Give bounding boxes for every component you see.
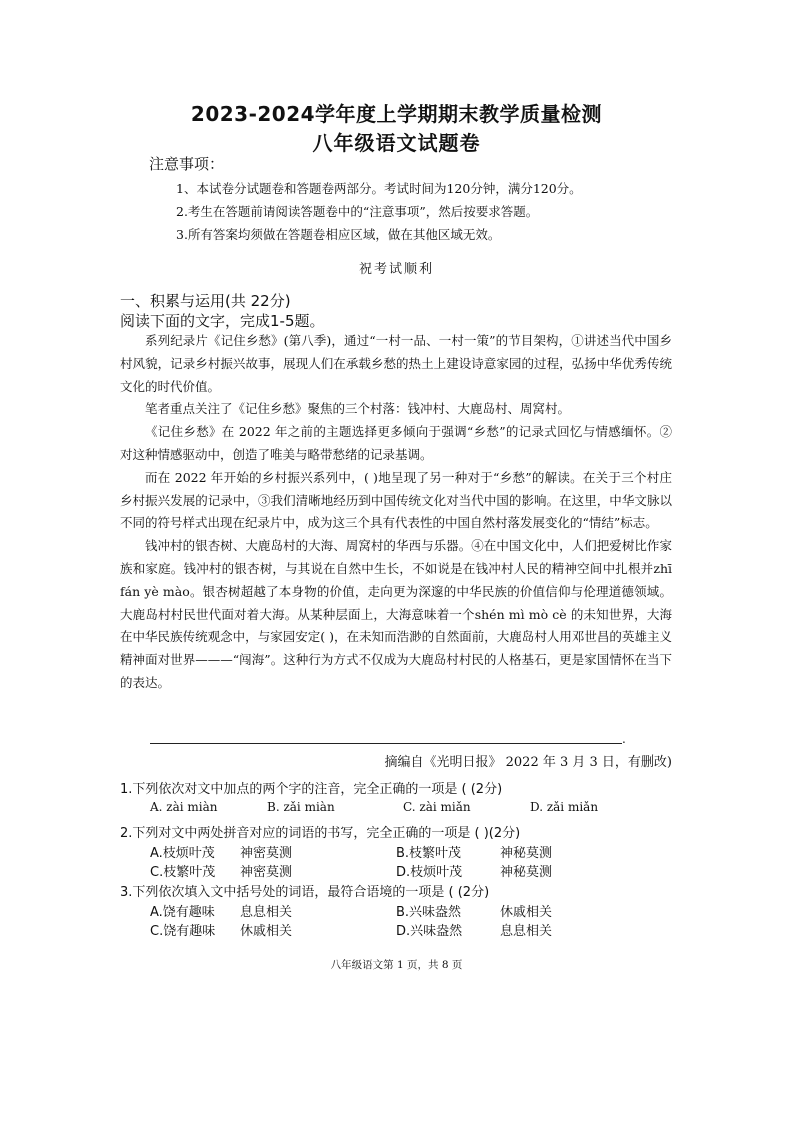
notice-item-2: 2.考生在答题前请阅读答题卷中的“注意事项”，然后按要求答题。 [176, 204, 539, 219]
question-3-stem: 3.下列依次填入文中括号处的词语，最符合语境的一项是 ( (2分) [120, 885, 490, 900]
exam-title: 2023-2024学年度上学期期末教学质量检测 [190, 102, 603, 126]
question-1-option-b: B. zǎi miàn [267, 800, 335, 814]
question-2-option-b-word1: B.枝繁叶茂 [396, 846, 462, 861]
question-2-option-a-word1: A.枝烦叶茂 [150, 846, 215, 861]
passage-paragraph-4: 而在 2022 年开始的乡村振兴系列中，( )地呈现了另一种对于“乡愁”的解读。在关于三个村庄乡村振兴发展的记录中，③我们清晰地经历到中国传统文化对当代中国的影响。在这里，中华文脉以不同的符号样式出现在纪录片中，成为这三个具有代表性的中国自然村落发展变化的“情结”标志。 [120, 469, 672, 531]
question-1-option-a: A. zài miàn [150, 800, 218, 814]
reading-passage [120, 330, 672, 695]
good-luck-text: 祝考试顺利 [358, 262, 434, 277]
question-1-option-c: C. zài miǎn [403, 800, 471, 814]
question-2-option-b-word2: 神秘莫测 [500, 846, 553, 861]
page-footer: 八年级语文第 1 页，共 8 页 [330, 959, 463, 971]
question-3-option-d-word1: D.兴味盎然 [396, 924, 463, 939]
question-3-option-a-word2: 息息相关 [240, 905, 293, 920]
notice-heading: 注意事项： [149, 155, 225, 173]
question-3-option-d-word2: 息息相关 [500, 924, 553, 939]
passage-paragraph-5: 钱冲村的银杏树、大鹿岛村的大海、周窝村的华西与乐器。④在中国文化中，人们把爱树比作家族和家庭。钱冲村的银杏树，与其说在自然中生长，不如说是在钱冲村人民的精神空间中扎根并zhī fán yè mào。银杏树超越了本身物的价值，走向更为深邃的中华民族的价值信仰与伦理道德领域。大鹿岛村村民世代面对着大海。从某种层面上，大海意味着一个shén mì mò cè 的未知世界，大海在中华民族传统观念中，与家园安定( )，在未知而浩渺的自然面前，大鹿岛村人用邓世昌的英雄主义精神面对世界———“闯海”。这种行为方式不仅成为大鹿岛村村民的人格基石，更是家国情怀在当下的表达。 [120, 538, 672, 690]
passage-paragraph-2: 笔者重点关注了《记住乡愁》聚焦的三个村落：钱冲村、大鹿岛村、周窝村。 [145, 401, 571, 417]
question-3-option-c-word2: 休戚相关 [240, 924, 293, 939]
notice-item-1: 1、本试卷分试题卷和答题卷两部分。考试时间为120分钟，满分120分。 [176, 181, 582, 196]
section-heading: 一、积累与运用(共 22分) [120, 292, 291, 310]
question-2-option-a-word2: 神密莫测 [240, 846, 293, 861]
section-instruction: 阅读下面的文字，完成1-5题。 [120, 312, 325, 330]
question-1-option-d: D. zǎi miǎn [530, 800, 599, 814]
question-3-option-b-word2: 休戚相关 [500, 905, 553, 920]
question-2-option-c-word1: C.枝繁叶茂 [150, 865, 216, 880]
question-2-option-d-word2: 神秘莫测 [500, 865, 553, 880]
divider-dot: . [622, 732, 626, 746]
exam-subtitle: 八年级语文试题卷 [312, 131, 481, 155]
question-2-stem: 2.下列对文中两处拼音对应的词语的书写，完全正确的一项是 ( )(2分) [120, 826, 521, 841]
source-divider [150, 743, 622, 744]
passage-paragraph-1: 系列纪录片《记住乡愁》(第八季)，通过“一村一品、一村一策”的节目架构，①讲述当代中国乡村风貌，记录乡村振兴故事，展现人们在承载乡愁的热土上建设诗意家园的过程，弘扬中华优秀传统文化的时代价值。 [120, 333, 672, 394]
question-3-option-c-word1: C.饶有趣味 [150, 924, 216, 939]
question-1-stem: 1.下列依次对文中加点的两个字的注音，完全正确的一项是 ( (2分) [120, 782, 503, 797]
passage-paragraph-3: 《记住乡愁》在 2022 年之前的主题选择更多倾向于强调“乡愁”的记录式回忆与情感缅怀。②对这种情感驱动中，创造了唯美与略带愁绪的记录基调。 [120, 424, 672, 462]
question-3-option-a-word1: A.饶有趣味 [150, 905, 215, 920]
notice-item-3: 3.所有答案均须做在答题卷相应区域，做在其他区域无效。 [176, 227, 501, 242]
question-2-option-c-word2: 神密莫测 [240, 865, 293, 880]
question-2-option-d-word1: D.枝烦叶茂 [396, 865, 463, 880]
source-citation: 摘编自《光明日报》 2022 年 3 月 3 日，有删改) [384, 755, 672, 770]
question-3-option-b-word1: B.兴味盎然 [396, 905, 462, 920]
